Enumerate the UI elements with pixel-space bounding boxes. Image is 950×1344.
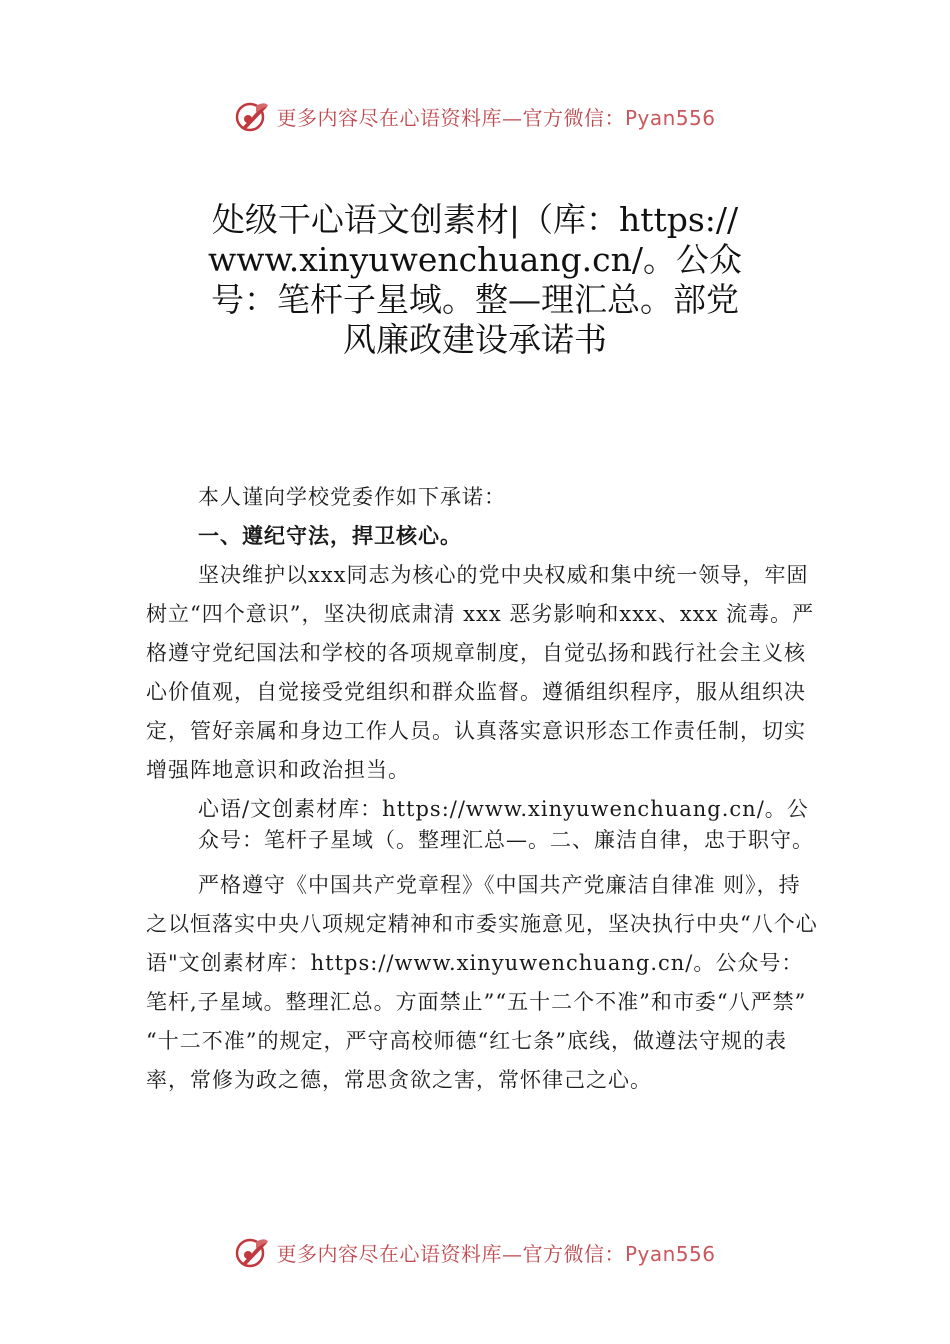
banner-wechat-id: Pyan556 xyxy=(624,105,716,130)
document-title: 处级干心语文创素材|（库：https://www.xinyuwenchuang.cn/。公众号：笔杆子星域。整—理汇总。部党风廉政建设承诺书 xyxy=(207,200,743,359)
banner-wechat-id: Pyan556 xyxy=(624,1241,716,1266)
banner-dash-text: —官方微信： xyxy=(501,105,625,130)
ad-paragraph: 心语/文创素材库：https://www.xinyuwenchuang.cn/。公众号：笔杆子星域（。整理汇总—。二、廉洁自律，忠于职守。 xyxy=(198,797,814,852)
banner-text xyxy=(276,1238,715,1267)
quill-pen-seal-icon xyxy=(234,1234,270,1270)
paragraph-2: 严格遵守《中国共产党章程》《中国共产党廉洁自律准 则》，持之以恒落实中央八项规定精神和市委实施意见，坚决执行中央“八个心语"文创素材库：https://www.xinyuwenchuang.cn/。公众号：笔杆,子星域。整理汇总。方面禁止”“五十二个不准”和市委“八严禁” “十二不准”的规定，严守高校师德“红七条”底线，做遵法守规的表率，常修为政之德，常思贪欲之害，常怀律己之心。 xyxy=(146,873,818,1092)
banner-main-text: 更多内容尽在心语资料库 xyxy=(276,1241,502,1266)
banner-main-text: 更多内容尽在心语资料库 xyxy=(276,105,502,130)
banner-dash-text: —官方微信： xyxy=(501,1241,625,1266)
document-body xyxy=(146,478,818,1100)
quill-pen-seal-icon xyxy=(234,98,270,134)
section-heading-1: 一、遵纪守法，捍卫核心。 xyxy=(198,524,462,548)
banner-text xyxy=(276,102,715,131)
paragraph-1: 坚决维护以xxx同志为核心的党中央权威和集中统一领导，牢固树立“四个意识”，坚决彻底肃清 xxx 恶劣影响和xxx、xxx 流毒。严格遵守党纪国法和学校的各项规章制度，自觉弘扬和践行社会主义核心价值观，自觉接受党组织和群众监督。遵循组织程序，服从组织决定，管好亲属和身边工作人员。认真落实意识形态工作责任制，切实增强阵地意识和政治担当。 xyxy=(146,563,815,782)
footer-banner xyxy=(0,1232,950,1272)
intro-paragraph: 本人谨向学校党委作如下承诺： xyxy=(198,485,506,509)
header-banner xyxy=(0,96,950,136)
